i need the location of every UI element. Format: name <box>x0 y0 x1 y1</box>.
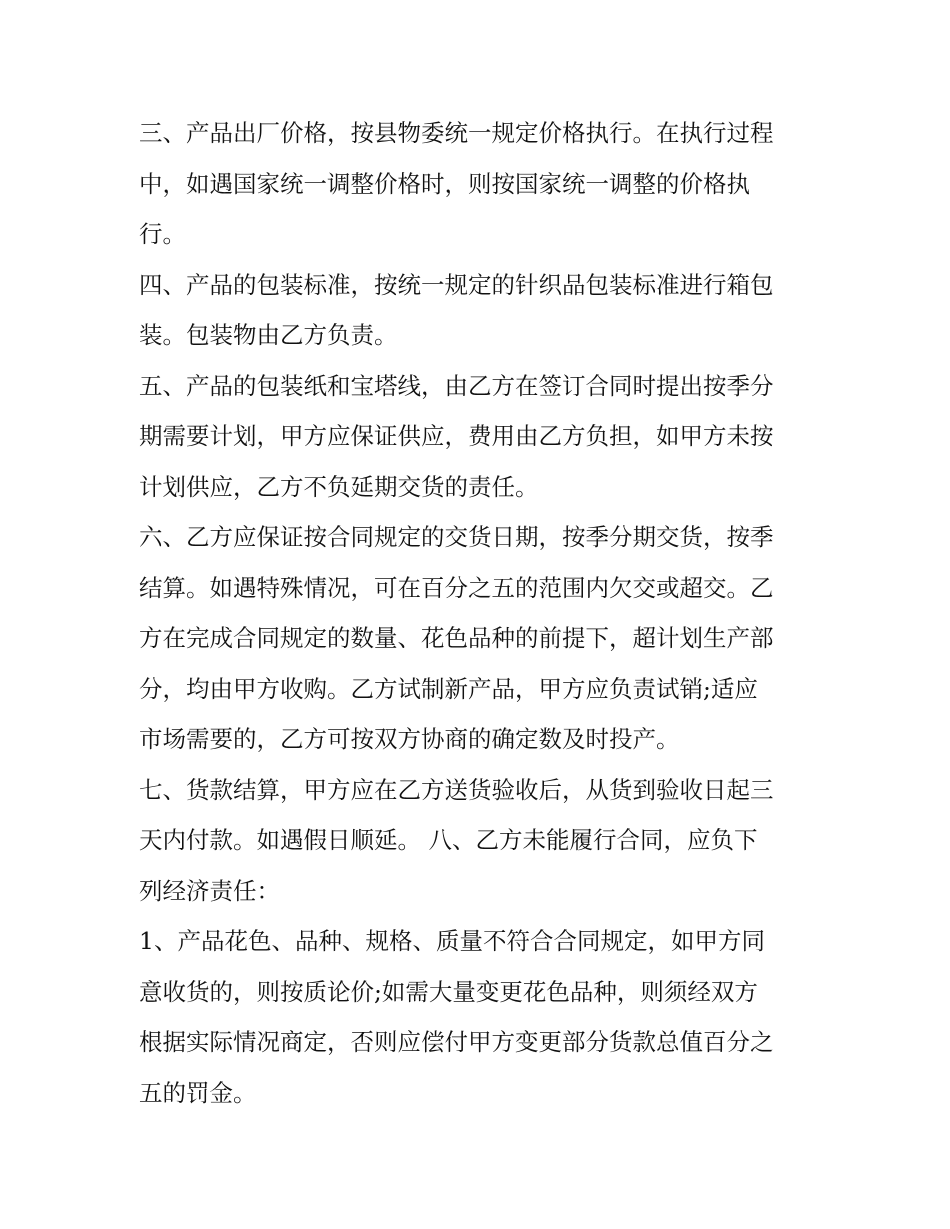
item-1-paragraph <box>139 916 815 1118</box>
clause-4-paragraph <box>139 260 815 361</box>
text-line: 市场需要的，乙方可按双方协商的确定数及时投产。 <box>139 725 680 753</box>
clause-6-paragraph <box>139 512 815 765</box>
text-line: 期需要计划，甲方应保证供应，费用由乙方负担，如甲方未按 <box>139 422 774 450</box>
text-line: 四、产品的包装标准，按统一规定的针织品包装标准进行箱包 <box>139 270 774 299</box>
text-line: 1、产品花色、品种、规格、质量不符合合同规定，如甲方同 <box>139 927 765 955</box>
text-line: 计划供应，乙方不负延期交货的责任。 <box>139 472 539 501</box>
text-line: 中，如遇国家统一调整价格时，则按国家统一调整的价格执 <box>139 169 750 198</box>
document-body <box>139 108 815 1118</box>
text-line: 七、货款结算，甲方应在乙方送货验收后，从货到验收日起三 <box>139 775 774 804</box>
text-line: 结算。如遇特殊情况，可在百分之五的范围内欠交或超交。乙 <box>139 573 774 602</box>
text-line: 五的罚金。 <box>139 1078 257 1107</box>
text-line: 根据实际情况商定，否则应偿付甲方变更部分货款总值百分之 <box>139 1028 774 1056</box>
text-line: 行。 <box>139 220 186 248</box>
text-line: 意收货的，则按质论价;如需大量变更花色品种，则须经双方 <box>139 977 758 1006</box>
text-line: 列经济责任： <box>139 876 280 905</box>
text-line: 三、产品出厂价格，按县物委统一规定价格执行。在执行过程 <box>139 119 774 147</box>
text-line: 天内付款。如遇假日顺延。 八、乙方未能履行合同，应负下 <box>139 826 758 854</box>
clause-7-8-paragraph <box>139 765 815 917</box>
clause-5-paragraph <box>139 361 815 513</box>
text-line: 六、乙方应保证按合同规定的交货日期，按季分期交货，按季 <box>139 523 774 551</box>
clause-3-paragraph <box>139 108 815 260</box>
text-line: 五、产品的包装纸和宝塔线，由乙方在签订合同时提出按季分 <box>139 371 774 400</box>
text-line: 装。包装物由乙方负责。 <box>139 321 398 349</box>
text-line: 方在完成合同规定的数量、花色品种的前提下，超计划生产部 <box>139 624 774 652</box>
text-line: 分，均由甲方收购。乙方试制新产品，甲方应负责试销;适应 <box>139 674 758 703</box>
